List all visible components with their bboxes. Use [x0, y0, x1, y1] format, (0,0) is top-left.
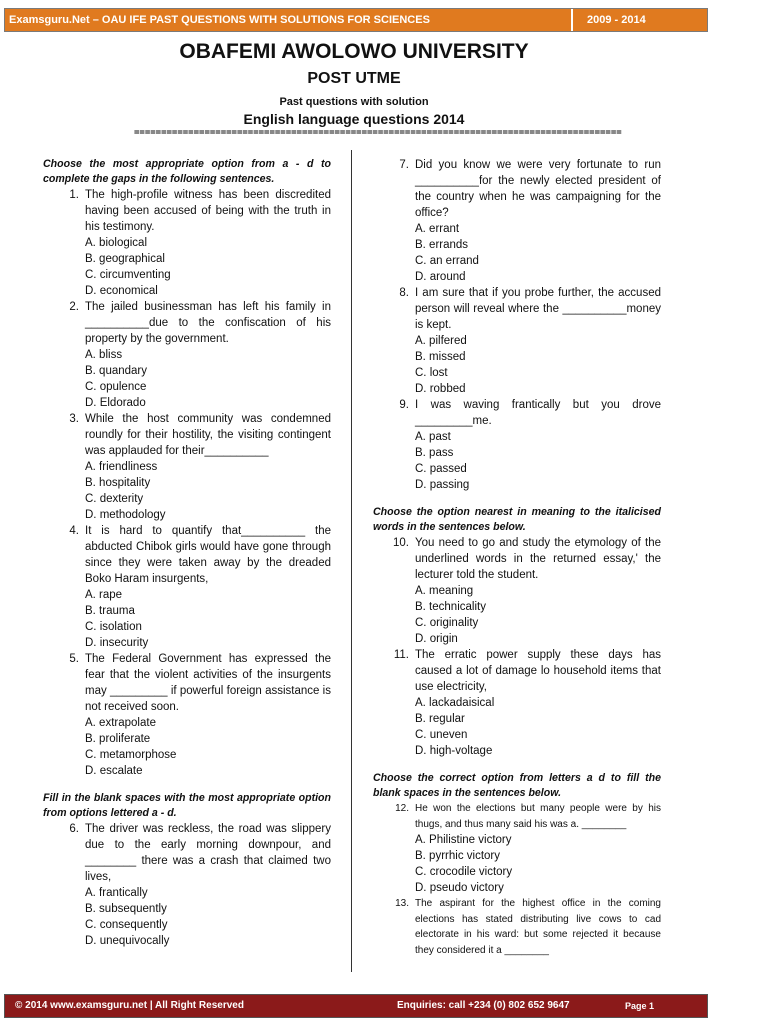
option: A. past: [415, 431, 451, 443]
exam-title: POST UTME: [307, 70, 401, 87]
option: A. extrapolate: [85, 717, 156, 729]
question-block: [43, 821, 331, 949]
option: C. uneven: [415, 729, 468, 741]
question-text: The jailed businessman has left his family in __________due to the confiscation of his property by the government.: [85, 301, 331, 345]
question-block: [43, 523, 331, 651]
copyright-text: © 2014 www.examsguru.net | All Right Reserved: [15, 1000, 244, 1011]
option: A. friendliness: [85, 461, 158, 473]
question-text: The driver was reckless, the road was slippery due to the early morning downpour, and ________ there was a crash that claimed two lives,: [85, 823, 331, 883]
option: C. dexterity: [85, 493, 144, 505]
question-text: While the host community was condemned roundly for their hostility, the visiting contingent was applauded for their__________: [85, 413, 331, 457]
right-column: [373, 157, 661, 958]
paper-title: English language questions 2014: [243, 111, 465, 127]
option: D. around: [415, 271, 466, 283]
option: D. origin: [415, 633, 458, 645]
option: C. lost: [415, 367, 448, 379]
option: B. quandary: [85, 365, 148, 377]
question-text: The aspirant for the highest office in the coming elections has stated distributing live cows to cad electorate in his ward: but some rejected it because they considered it a ________: [415, 898, 661, 956]
section-instruction: Fill in the blank spaces with the most appropriate option from options lettered a - d.: [43, 792, 331, 819]
question-number: 5.: [69, 653, 79, 665]
option: C. an errand: [415, 255, 479, 267]
option: C. opulence: [85, 381, 147, 393]
option: B. errands: [415, 239, 469, 251]
separator-rule: ==========================================================================================: [134, 128, 622, 138]
banner-years: 2009 - 2014: [573, 9, 707, 31]
option: D. high-voltage: [415, 745, 493, 757]
left-column: [43, 157, 331, 949]
page-number: Page 1: [625, 1001, 655, 1011]
subtitle: Past questions with solution: [279, 96, 429, 108]
question-number: 11.: [393, 649, 409, 661]
option: C. passed: [415, 463, 467, 475]
question-block: [373, 801, 661, 896]
question-text: You need to go and study the etymology of the underlined words in the returned essay,' the lecturer told the student.: [415, 537, 661, 581]
option: A. frantically: [85, 887, 148, 899]
option: C. circumventing: [85, 269, 171, 281]
option: C. metamorphose: [85, 749, 177, 761]
section-instruction: Choose the most appropriate option from a - d to complete the gaps in the following sentences.: [43, 158, 331, 185]
option: C. crocodile victory: [415, 866, 513, 878]
option: A. meaning: [415, 585, 474, 597]
option: B. regular: [415, 713, 465, 725]
option: D. methodology: [85, 509, 166, 521]
option: C. consequently: [85, 919, 168, 931]
banner-title: Examsguru.Net – OAU IFE PAST QUESTIONS WITH SOLUTIONS FOR SCIENCES: [5, 9, 571, 31]
question-number: 12.: [395, 803, 409, 814]
question-text: The high-profile witness has been discredited having been accused of being with the truth in his testimony.: [85, 189, 331, 233]
option: C. originality: [415, 617, 479, 629]
question-block: [373, 535, 661, 647]
question-number: 2.: [69, 301, 79, 313]
question-block: [43, 651, 331, 779]
option: B. pyrrhic victory: [415, 850, 500, 862]
option: B. hospitality: [85, 477, 151, 489]
question-number: 7.: [399, 159, 409, 171]
section-instruction: Choose the correct option from letters a d to fill the blank spaces in the sentences below.: [373, 772, 661, 799]
question-block: [43, 299, 331, 411]
question-number: 13.: [395, 898, 409, 909]
question-number: 10.: [393, 537, 409, 549]
option: A. biological: [85, 237, 148, 249]
question-number: 6.: [69, 823, 79, 835]
option: D. unequivocally: [85, 935, 170, 947]
option: D. robbed: [415, 383, 466, 395]
question-text: Did you know we were very fortunate to run __________for the newly elected president of the country when he was campaigning for the office?: [415, 159, 661, 219]
question-text: He won the elections but many people were by his thugs, and thus many said his was a. ________: [415, 803, 661, 830]
option: B. proliferate: [85, 733, 151, 745]
question-number: 3.: [69, 413, 79, 425]
question-block: [373, 157, 661, 285]
option: A. lackadaisical: [415, 697, 495, 709]
column-divider: [351, 150, 352, 972]
option: A. Philistine victory: [415, 834, 512, 846]
question-text: The erratic power supply these days has caused a lot of damage lo household items that use electricity,: [415, 649, 661, 693]
option: A. errant: [415, 223, 460, 235]
option: A. pilfered: [415, 335, 467, 347]
footer-bar: [4, 994, 708, 1018]
enquiries-text: Enquiries: call +234 (0) 802 652 9647: [397, 1000, 570, 1011]
question-block: [373, 896, 661, 958]
option: B. technicality: [415, 601, 486, 613]
option: D. economical: [85, 285, 158, 297]
option: C. isolation: [85, 621, 142, 633]
question-text: The Federal Government has expressed the fear that the violent activities of the insurgents may _________ if powerful foreign assistance is not received soon.: [85, 653, 331, 713]
question-block: [373, 647, 661, 759]
option: B. trauma: [85, 605, 135, 617]
option: D. insecurity: [85, 637, 149, 649]
option: D. passing: [415, 479, 470, 491]
question-number: 8.: [399, 287, 409, 299]
option: A. rape: [85, 589, 123, 601]
option: D. pseudo victory: [415, 882, 504, 894]
question-block: [43, 411, 331, 523]
question-text: It is hard to quantify that__________ the abducted Chibok girls would have gone through since they were taken away by the dreaded Boko Haram insurgents,: [85, 525, 331, 585]
university-title: OBAFEMI AWOLOWO UNIVERSITY: [179, 40, 529, 63]
option: D. escalate: [85, 765, 143, 777]
option: D. Eldorado: [85, 397, 146, 409]
option: A. bliss: [85, 349, 123, 361]
question-text: I am sure that if you probe further, the accused person will reveal where the __________money is kept.: [415, 287, 661, 331]
question-number: 4.: [69, 525, 79, 537]
section-instruction: Choose the option nearest in meaning to the italicised words in the sentences below.: [373, 506, 661, 533]
question-block: [373, 285, 661, 397]
question-number: 9.: [399, 399, 409, 411]
option: B. missed: [415, 351, 466, 363]
question-number: 1.: [69, 189, 79, 201]
question-text: I was waving frantically but you drove _________me.: [415, 399, 661, 427]
top-banner: [4, 8, 708, 32]
question-block: [43, 187, 331, 299]
question-block: [373, 397, 661, 493]
option: B. pass: [415, 447, 454, 459]
option: B. subsequently: [85, 903, 167, 915]
option: B. geographical: [85, 253, 165, 265]
